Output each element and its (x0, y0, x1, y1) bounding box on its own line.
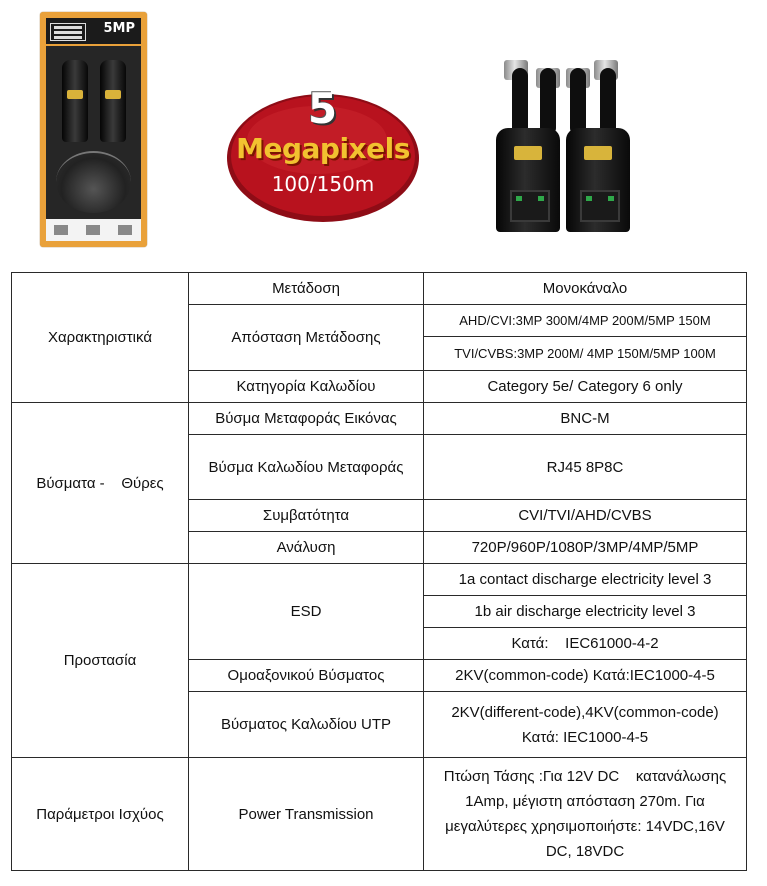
rj45-port-icon (510, 190, 550, 222)
table-row (12, 564, 747, 596)
section-protection: Προστασία (12, 564, 189, 758)
value-distance-tvi: TVI/CVBS:3MP 200M/ 4MP 150M/5MP 100M (424, 337, 747, 371)
badge-headline: Megapixels (236, 132, 410, 165)
badge-number: 5 (307, 84, 339, 133)
section-features: Χαρακτηριστικά (12, 273, 189, 403)
value-video-connector: BNC-M (424, 403, 747, 435)
balun-right (566, 128, 630, 232)
table-row (12, 758, 747, 871)
cable-left-2 (540, 68, 556, 136)
value-compatibility: CVI/TVI/AHD/CVBS (424, 500, 747, 532)
value-esd-air: 1b air discharge electricity level 3 (424, 596, 747, 628)
param-utp: Βύσματος Καλωδίου UTP (189, 692, 424, 758)
coiled-cables (56, 151, 131, 213)
package-logo-block (50, 23, 86, 41)
package-footer (46, 219, 141, 241)
table-row (12, 403, 747, 435)
balun-product-photo (482, 48, 642, 233)
product-images (0, 0, 767, 262)
param-cable-category: Κατηγορία Καλωδίου (189, 371, 424, 403)
balun-device-right (100, 60, 126, 142)
cable-right-2 (600, 68, 616, 136)
param-cable-connector: Βύσμα Καλωδίου Μεταφοράς (189, 435, 424, 500)
param-resolution: Ανάλυση (189, 532, 424, 564)
param-power: Power Transmission (189, 758, 424, 871)
param-coax: Ομοαξονικού Βύσματος (189, 660, 424, 692)
param-video-connector: Βύσμα Μεταφοράς Εικόνας (189, 403, 424, 435)
param-compatibility: Συμβατότητα (189, 500, 424, 532)
megapixel-badge (225, 84, 421, 226)
value-utp (424, 692, 747, 758)
section-power: Παράμετροι Ισχύος (12, 758, 189, 871)
cable-right (570, 68, 586, 136)
value-resolution: 720P/960P/1080P/3MP/4MP/5MP (424, 532, 747, 564)
package-header (46, 18, 141, 44)
value-utp-line-2: Κατά: IEC1000-4-5 (521, 728, 649, 746)
balun-device-left (62, 60, 88, 142)
value-power-line-1: Πτώση Τάσης :Για 12V DC κατανάλωσης (443, 768, 727, 785)
badge-range: 100/150m (271, 172, 375, 196)
section-connectors: Βύσματα - Θύρες (12, 403, 189, 564)
value-power (424, 758, 747, 871)
table-row (12, 273, 747, 305)
product-package-image (40, 12, 147, 247)
rj45-port-icon (580, 190, 620, 222)
balun-left (496, 128, 560, 232)
value-power-line-4: DC, 18VDC (545, 843, 625, 860)
value-cable-category: Category 5e/ Category 6 only (424, 371, 747, 403)
value-distance-ahd: AHD/CVI:3MP 300M/4MP 200M/5MP 150M (424, 305, 747, 337)
value-transmission: Μονοκάναλο (424, 273, 747, 305)
param-distance: Απόσταση Μετάδοσης (189, 305, 424, 371)
cable-left (512, 68, 528, 136)
value-power-line-2: 1Amp, μέγιστη απόσταση 270m. Για (465, 793, 705, 810)
package-mp-label: 5MP (103, 21, 135, 36)
param-esd: ESD (189, 564, 424, 660)
specification-table (11, 272, 747, 871)
value-power-line-3: μεγαλύτερες χρησιμοποιήστε: 14VDC,16V (445, 818, 725, 835)
value-esd-standard: Κατά: IEC61000-4-2 (424, 628, 747, 660)
value-utp-line-1: 2KV(different-code),4KV(common-code) (451, 703, 719, 721)
value-coax: 2KV(common-code) Κατά:IEC1000-4-5 (424, 660, 747, 692)
package-window (46, 46, 141, 221)
value-cable-connector: RJ45 8P8C (424, 435, 747, 500)
param-transmission: Μετάδοση (189, 273, 424, 305)
value-esd-contact: 1a contact discharge electricity level 3 (424, 564, 747, 596)
